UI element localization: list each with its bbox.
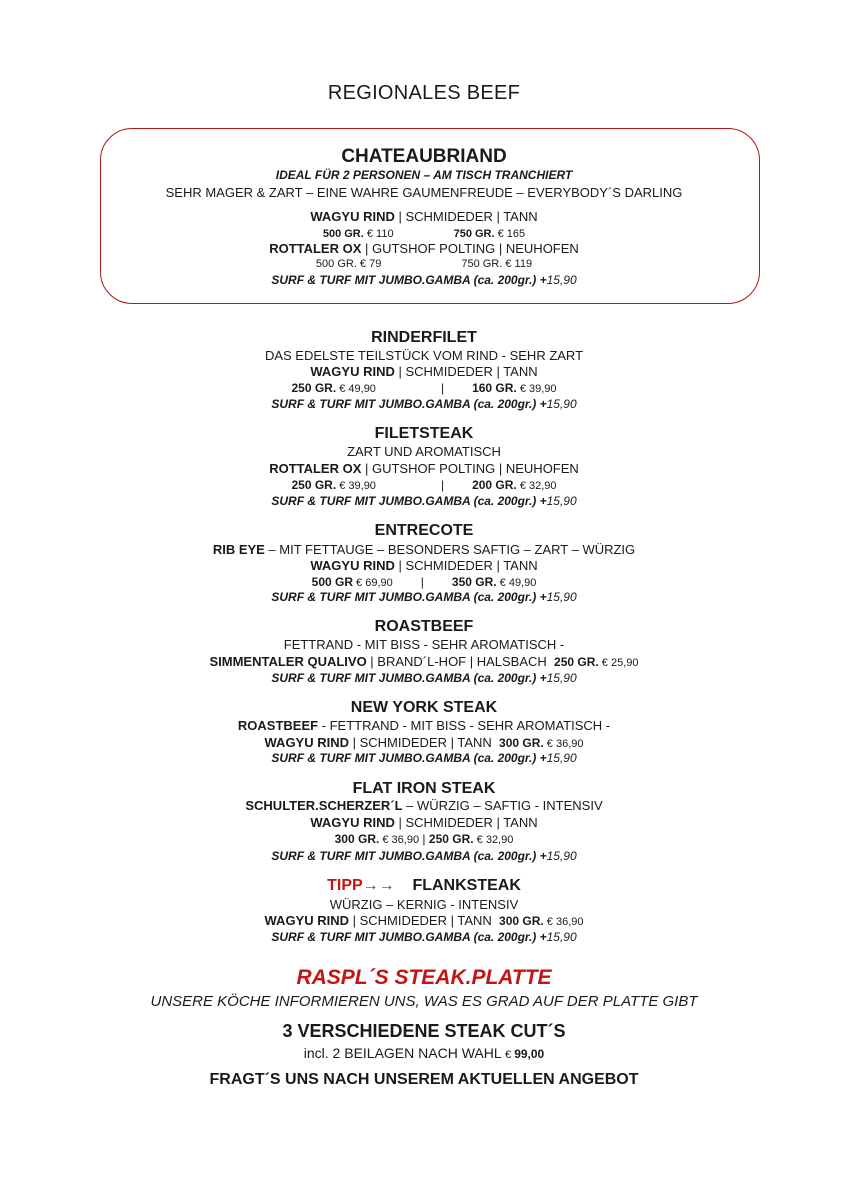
wagyu-price-1: € 110 [363, 228, 394, 240]
size-1: 250 GR. [291, 381, 337, 395]
desc-text: - FETTRAND - MIT BISS - SEHR AROMATISCH - [318, 718, 611, 733]
incl-price: 99,00 [514, 1047, 545, 1061]
desc-label: RIB EYE [212, 542, 265, 557]
source-label: WAGYU RIND [264, 913, 349, 928]
surf-label: SURF & TURF MIT JUMBO.GAMBA (ca. 200gr.) + [271, 590, 547, 604]
size-1: 300 GR. [499, 914, 544, 928]
size-1: 500 GR [311, 575, 353, 589]
new-york-title: NEW YORK STEAK [350, 699, 498, 716]
roastbeef-source [0, 654, 848, 669]
price-1: € 36,90 [543, 738, 584, 750]
platte-title: RASPL´S STEAK.PLATTE [296, 966, 552, 989]
price-1: € 69,90 [353, 577, 393, 589]
source-text: | SCHMIDEDER | TANN [349, 913, 492, 928]
ox-source: | GUTSHOF POLTING | NEUHOFEN [361, 241, 579, 256]
price-2: € 49,90 [496, 577, 537, 589]
size-1: 300 GR. [334, 832, 380, 846]
surf-price: 15,90 [546, 397, 577, 411]
platte-cuts: 3 VERSCHIEDENE STEAK CUT´S [282, 1021, 566, 1041]
desc-label: SCHULTER.SCHERZER´L [245, 798, 403, 813]
filetsteak-source [0, 461, 848, 476]
surf-label: SURF & TURF MIT JUMBO.GAMBA (ca. 200gr.) + [271, 930, 547, 944]
chateaubriand-subtitle: IDEAL FÜR 2 PERSONEN – AM TISCH TRANCHIERT [275, 168, 573, 182]
rinderfilet-title: RINDERFILET [371, 329, 477, 346]
ox-label: ROTTALER OX [269, 241, 362, 256]
entrecote-prices [0, 575, 848, 589]
page-title: REGIONALES BEEF [327, 82, 521, 104]
surf-price: 15,90 [546, 494, 577, 508]
incl-text: incl. 2 BEILAGEN NACH WAHL [303, 1045, 506, 1061]
rinderfilet-surf [0, 397, 848, 411]
flat-iron-prices [0, 832, 848, 846]
divider: | [440, 478, 445, 492]
divider: | [420, 575, 424, 589]
rinderfilet-prices [0, 381, 848, 395]
size-2: 350 GR. [451, 575, 497, 589]
flat-iron-surf [0, 849, 848, 863]
ox-price-2: 750 GR. € 119 [461, 258, 533, 270]
flanksteak-desc: WÜRZIG – KERNIG - INTENSIV [329, 897, 519, 912]
surf-price: 15,90 [546, 590, 577, 604]
size-1: 300 GR. [499, 736, 544, 750]
new-york-surf [0, 751, 848, 765]
new-york-source [0, 735, 848, 750]
flanksteak-title-line [0, 877, 848, 895]
incl-currency: € [505, 1049, 515, 1061]
surf-price: 15,90 [546, 671, 577, 685]
wagyu-size-1: 500 GR. [322, 228, 364, 240]
divider: | [440, 381, 445, 395]
roastbeef-desc: FETTRAND - MIT BISS - SEHR AROMATISCH - [283, 637, 565, 652]
surf-label: SURF & TURF MIT JUMBO.GAMBA (ca. 200gr.) + [271, 273, 547, 287]
surf-price: 15,90 [546, 751, 577, 765]
surf-price: 15,90 [546, 273, 577, 287]
flat-iron-title: FLAT IRON STEAK [352, 780, 496, 797]
size-1: 250 GR. [291, 478, 337, 492]
source-text: | SCHMIDEDER | TANN [394, 364, 538, 379]
price-1: € 36,90 [379, 834, 420, 846]
platte-incl [0, 1045, 848, 1061]
filetsteak-surf [0, 494, 848, 508]
flat-iron-desc [0, 798, 848, 813]
roastbeef-title: ROASTBEEF [374, 618, 474, 635]
chateaubriand-desc: SEHR MAGER & ZART – EINE WAHRE GAUMENFREUDE – EVERYBODY´S DARLING [165, 185, 683, 200]
desc-text: – MIT FETTAUGE – BESONDERS SAFTIG – ZART – WÜRZIG [264, 542, 636, 557]
entrecote-source [0, 558, 848, 573]
source-text: | SCHMIDEDER | TANN [349, 735, 492, 750]
size-2: 200 GR. [472, 478, 517, 492]
wagyu-source: | SCHMIDEDER | TANN [394, 209, 538, 224]
size-2: 250 GR. [428, 832, 474, 846]
source-text: | GUTSHOF POLTING | NEUHOFEN [361, 461, 579, 476]
platte-subtitle: UNSERE KÖCHE INFORMIEREN UNS, WAS ES GRAD AUF DER PLATTE GIBT [150, 993, 698, 1010]
entrecote-desc [0, 542, 848, 557]
roastbeef-surf [0, 671, 848, 685]
entrecote-title: ENTRECOTE [374, 522, 474, 539]
desc-text: – WÜRZIG – SAFTIG - INTENSIV [402, 798, 603, 813]
surf-label: SURF & TURF MIT JUMBO.GAMBA (ca. 200gr.) + [271, 751, 547, 765]
chateaubriand-wagyu-prices [0, 226, 848, 240]
price-1: € 36,90 [543, 916, 584, 928]
surf-price: 15,90 [546, 930, 577, 944]
source-label: WAGYU RIND [310, 364, 395, 379]
platte-footer: FRAGT´S UNS NACH UNSEREM AKTUELLEN ANGEBOT [209, 1071, 639, 1088]
flanksteak-surf [0, 930, 848, 944]
arrow-right-icon: →→ [362, 877, 395, 894]
source-text: | SCHMIDEDER | TANN [394, 815, 538, 830]
flat-iron-source [0, 815, 848, 830]
filetsteak-desc: ZART UND AROMATISCH [347, 444, 501, 459]
source-text: | SCHMIDEDER | TANN [394, 558, 538, 573]
chateaubriand-ox-line [0, 241, 848, 256]
chateaubriand-surf [0, 273, 848, 287]
source-label: ROTTALER OX [269, 461, 362, 476]
chateaubriand-ox-prices [0, 258, 848, 270]
entrecote-surf [0, 590, 848, 604]
source-label: WAGYU RIND [310, 558, 395, 573]
chateaubriand-title: CHATEAUBRIAND [341, 146, 507, 167]
wagyu-label: WAGYU RIND [310, 209, 395, 224]
flanksteak-source [0, 913, 848, 928]
tipp-label: TIPP [327, 877, 363, 894]
price-1: € 39,90 [336, 480, 376, 492]
flanksteak-title: FLANKSTEAK [412, 877, 521, 894]
new-york-desc [0, 718, 848, 733]
source-text: | BRAND´L-HOF | HALSBACH [366, 654, 547, 669]
surf-label: SURF & TURF MIT JUMBO.GAMBA (ca. 200gr.) + [271, 671, 547, 685]
ox-price-1: 500 GR. € 79 [315, 258, 382, 270]
surf-label: SURF & TURF MIT JUMBO.GAMBA (ca. 200gr.) + [271, 494, 547, 508]
wagyu-price-2: € 165 [494, 228, 526, 240]
price-2: € 32,90 [516, 480, 557, 492]
rinderfilet-desc: DAS EDELSTE TEILSTÜCK VOM RIND - SEHR ZART [264, 348, 584, 363]
price-2: € 39,90 [516, 383, 557, 395]
surf-label: SURF & TURF MIT JUMBO.GAMBA (ca. 200gr.) + [271, 397, 547, 411]
size-1: 250 GR. [554, 655, 599, 669]
divider: | [419, 832, 429, 846]
source-label: WAGYU RIND [264, 735, 349, 750]
desc-label: ROASTBEEF [237, 718, 319, 733]
rinderfilet-source [0, 364, 848, 379]
source-label: SIMMENTALER QUALIVO [209, 654, 367, 669]
surf-price: 15,90 [546, 849, 577, 863]
price-1: € 49,90 [336, 383, 376, 395]
price-1: € 25,90 [598, 657, 639, 669]
filetsteak-prices [0, 478, 848, 492]
surf-label: SURF & TURF MIT JUMBO.GAMBA (ca. 200gr.) + [271, 849, 547, 863]
price-2: € 32,90 [473, 834, 514, 846]
chateaubriand-wagyu-line [0, 209, 848, 224]
size-2: 160 GR. [472, 381, 517, 395]
wagyu-size-2: 750 GR. [453, 228, 495, 240]
source-label: WAGYU RIND [310, 815, 395, 830]
filetsteak-title: FILETSTEAK [374, 425, 474, 442]
